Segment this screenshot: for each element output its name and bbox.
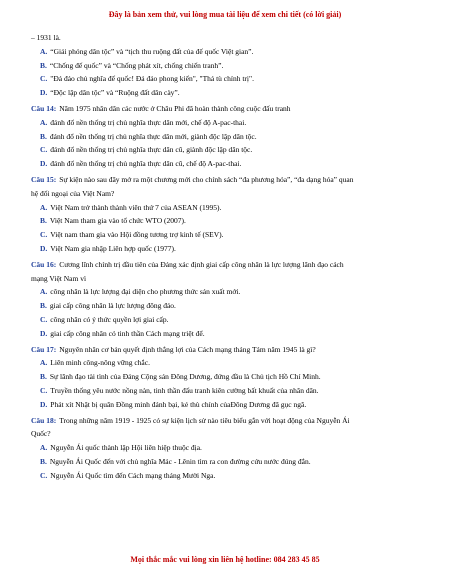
option-text: Việt nam tham gia vào Hội đồng tương trợ kinh tế (SEV). [50,230,224,240]
option-letter: C. [40,470,48,480]
option-letter: B. [40,456,47,466]
answer-option [31,130,425,144]
question-block [31,414,425,483]
answer-option [31,455,425,469]
answer-option [31,116,425,130]
option-text: đánh đổ nền thống trị chủ nghĩa thực dân cũ, chế độ A-pac-thai. [50,159,242,169]
option-letter: C. [40,74,48,84]
question-stem-continued [31,187,425,201]
option-letter: C. [40,145,48,155]
question-text: Trong những năm 1919 - 1925 có sự kiện lịch sử nào tiêu biểu gắn với hoạt động của Nguyễn Ái [59,415,350,425]
question-list [31,102,425,483]
option-text: "Đả đảo chủ nghĩa đế quốc! Đả đảo phong kiến", "Thả tù chính trị". [50,74,254,84]
option-text: Phát xít Nhật bị quân Đồng minh đánh bại, kẻ thù chính củaĐông Dương đã gục ngã. [50,399,307,409]
question-stem [31,258,425,272]
option-text: Việt Nam tham gia vào tổ chức WTO (2007). [49,216,186,226]
answer-option [31,228,425,242]
option-letter: D. [40,88,48,98]
answer-option [31,214,425,228]
answer-option [31,327,425,341]
question-text: Nguyên nhân cơ bản quyết định thắng lợi của Cách mạng tháng Tám năm 1945 là gì? [59,344,316,354]
option-letter: A. [40,443,48,453]
question-text: hệ đối ngoại của Việt Nam? [31,188,115,198]
answer-option [31,143,425,157]
option-letter: A. [40,358,48,368]
question-stem [31,414,425,428]
option-text: Nguyễn Ái Quốc tìm đến Cách mạng tháng Mười Nga. [50,470,216,480]
question-text: Quốc? [31,429,51,439]
option-text: Liên minh công-nông vững chắc. [50,358,150,368]
option-text: đánh đổ nền thống trị chủ nghĩa thực dân mới, chế độ A-pac-thai. [50,117,247,127]
question-content [31,31,425,483]
option-letter: A. [40,46,48,56]
question-stem-continued [31,272,425,286]
option-letter: D. [40,399,48,409]
question-text: Sự kiện nào sau đây mở ra một chương mới cho chính sách “đa phương hóa”, “đa dạng hóa” quan [59,174,354,184]
answer-option [31,313,425,327]
question-text: mạng Việt Nam vì [31,273,87,283]
answer-option [31,45,425,59]
option-text: Việt Nam trở thành thành viên thứ 7 của ASEAN (1995). [50,202,222,212]
answer-option [31,370,425,384]
option-letter: D. [40,328,48,338]
answer-option [31,356,425,370]
option-letter: D. [40,159,48,169]
question-text: Năm 1975 nhân dân các nước ở Châu Phi đã hoàn thành công cuộc đấu tranh [59,103,291,113]
question-block [31,102,425,171]
question-number: Câu 17: [31,344,57,354]
option-text: “Chống đế quốc” và “Chống phát xít, chống chiến tranh”. [49,60,224,70]
question-number: Câu 15: [31,174,57,184]
option-letter: A. [40,287,48,297]
question-block [31,343,425,412]
answer-option [31,157,425,171]
option-text: Truyền thống yêu nước nồng nàn, tinh thần đấu tranh kiên cường bất khuất của nhân dân. [50,385,319,395]
answer-option [31,59,425,73]
question-stem [31,173,425,187]
intro-line: – 1931 là. [31,33,61,42]
option-letter: B. [40,131,47,141]
question-block [31,173,425,256]
option-text: Nguyễn Ái quốc thành lập Hội liên hiệp thuộc địa. [50,443,202,453]
answer-option [31,441,425,455]
option-text: giai cấp công nhân có tinh thần Cách mạng triệt để. [50,328,205,338]
preview-banner: Đây là bản xem thử, vui lòng mua tài liệu để xem chi tiết (có lời giải) [108,10,342,19]
option-letter: C. [40,230,48,240]
option-text: đánh đổ nền thống trị chủ nghĩa thực dân cũ, giành độc lập dân tộc. [50,145,253,155]
question-block [31,258,425,341]
option-letter: C. [40,385,48,395]
option-text: đánh đổ nền thống trị chủ nghĩa thực dân mới, giành độc lập dân tộc. [49,131,257,141]
option-letter: B. [40,372,47,382]
hotline-footer: Mọi thắc mắc vui lòng xin liên hệ hotline: 084 283 45 85 [130,555,320,564]
option-text: Nguyễn Ái Quốc đến với chủ nghĩa Mác - Lênin tìm ra con đường cứu nước đúng đắn. [49,456,311,466]
option-text: giai cấp công nhân là lực lượng đông đảo. [49,301,176,311]
answer-option [31,86,425,100]
option-text: công nhân là lực lượng đại diện cho phương thức sản xuất mới. [50,287,241,297]
question-stem-continued [31,427,425,441]
intro-options [31,45,425,100]
option-letter: B. [40,216,47,226]
option-letter: A. [40,117,48,127]
option-text: “Độc lập dân tộc” và “Ruộng đất dân cày”. [50,88,180,98]
answer-option [31,299,425,313]
answer-option [31,72,425,86]
question-stem [31,343,425,357]
option-text: Việt Nam gia nhập Liên hợp quốc (1977). [50,243,176,253]
option-letter: A. [40,202,48,212]
answer-option [31,469,425,483]
answer-option [31,201,425,215]
option-text: Sự lãnh đạo tài tình của Đảng Cộng sản Đông Dương, đứng đầu là Chủ tịch Hồ Chí Minh. [49,372,321,382]
question-number: Câu 16: [31,259,57,269]
question-number: Câu 14: [31,103,57,113]
answer-option [31,242,425,256]
option-letter: C. [40,314,48,324]
answer-option [31,384,425,398]
option-letter: D. [40,243,48,253]
answer-option [31,285,425,299]
question-stem [31,102,425,116]
option-text: công nhân có ý thức quyền lợi giai cấp. [50,314,169,324]
question-text: Cương lĩnh chính trị đầu tiên của Đảng xác định giai cấp công nhân là lực lượng lãnh đạo cách [59,259,344,269]
question-number: Câu 18: [31,415,57,425]
option-letter: B. [40,301,47,311]
option-letter: B. [40,60,47,70]
answer-option [31,398,425,412]
option-text: “Giải phóng dân tộc” và “tịch thu ruộng đất của đế quốc Việt gian”. [50,46,254,56]
